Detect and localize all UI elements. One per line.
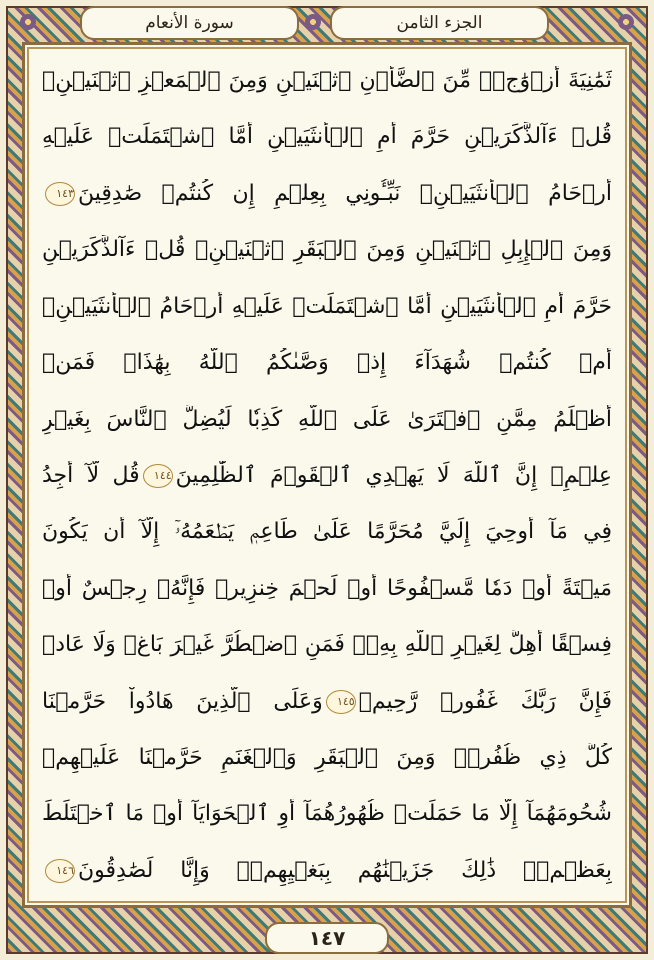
ayah-number-marker: ١٤٥ <box>326 690 356 714</box>
ayah-number-marker: ١٤٤ <box>143 464 173 488</box>
text-line: مَيۡتَةً أَوۡ دَمٗا مَّسۡفُوحًا أَوۡ لَحۡمَ خِنزِيرٖ فَإِنَّهُۥ رِجۡسٌ أَوۡ <box>42 575 612 601</box>
text-line: كُلَّ ذِي ظُفُرٖۖ وَمِنَ ٱلۡبَقَرِ وَٱلۡغَنَمِ حَرَّمۡنَا عَلَيۡهِمۡ <box>42 745 612 771</box>
ayah-number-marker: ١٤٦ <box>45 859 75 883</box>
text-line: بِعَظۡمٖۚ ذَٰلِكَ جَزَيۡنَٰهُم بِبَغۡيِهِمۡۖ وَإِنَّا لَصَٰدِقُونَ١٤٦ <box>42 856 612 886</box>
flower-ornament-icon <box>20 14 36 30</box>
text-line: أَرۡحَامُ ٱلۡأُنثَيَيۡنِۖ نَبِّـُٔونِي بِعِلۡمٍ إِن كُنتُمۡ صَٰدِقِينَ١٤٣ <box>42 179 612 209</box>
text-line: قُلۡ ءَآلذَّكَرَيۡنِ حَرَّمَ أَمِ ٱلۡأُنثَيَيۡنِ أَمَّا ٱشۡتَمَلَتۡ عَلَيۡهِ <box>42 124 612 150</box>
page-footer <box>0 922 654 952</box>
text-line: أَمۡ كُنتُمۡ شُهَدَآءَ إِذۡ وَصَّىٰكُمُ ٱللَّهُ بِهَٰذَاۚ فَمَنۡ <box>42 350 612 376</box>
flower-ornament-icon <box>618 14 634 30</box>
text-line: أَظۡلَمُ مِمَّنِ ٱفۡتَرَىٰ عَلَى ٱللَّهِ كَذِبٗا لِّيُضِلَّ ٱلنَّاسَ بِغَيۡرِ <box>42 406 612 432</box>
text-line: فَإِنَّ رَبَّكَ غَفُورٞ رَّحِيمٞ١٤٥وَعَلَى ٱلَّذِينَ هَادُواْ حَرَّمۡنَا <box>42 688 612 714</box>
quran-text <box>30 50 624 900</box>
text-line: وَمِنَ ٱلۡإِبِلِ ٱثۡنَيۡنِ وَمِنَ ٱلۡبَقَرِ ٱثۡنَيۡنِۗ قُلۡ ءَآلذَّكَرَيۡنِ <box>42 237 612 263</box>
page-header <box>0 0 654 42</box>
text-line: شُحُومَهُمَآ إِلَّا مَا حَمَلَتۡ ظُهُورُهُمَآ أَوِ ٱلۡحَوَايَآ أَوۡ مَا ٱخۡتَلَطَ <box>42 801 612 827</box>
juz-label: الجزء الثامن <box>330 6 549 40</box>
ayah-number-marker: ١٤٣ <box>45 182 75 206</box>
text-line: حَرَّمَ أَمِ ٱلۡأُنثَيَيۡنِ أَمَّا ٱشۡتَمَلَتۡ عَلَيۡهِ أَرۡحَامُ ٱلۡأُنثَيَيۡنِۖ <box>42 293 612 319</box>
text-line: فِسۡقًا أُهِلَّ لِغَيۡرِ ٱللَّهِ بِهِۦۚ فَمَنِ ٱضۡطُرَّ غَيۡرَ بَاغٖ وَلَا عَادٖ <box>42 632 612 658</box>
text-line: عِلۡمٍۚ إِنَّ ٱللَّهَ لَا يَهۡدِي ٱلۡقَوۡمَ ٱلظَّٰلِمِينَ١٤٤قُل لَّآ أَجِدُ <box>42 462 612 488</box>
surah-label: سورة الأنعام <box>80 6 299 40</box>
page-number: ١٤٧ <box>265 922 389 954</box>
flower-ornament-icon <box>305 14 321 30</box>
text-line: ثَمَٰنِيَةَ أَزۡوَٰجٖۖ مِّنَ ٱلضَّأۡنِ ٱثۡنَيۡنِ وَمِنَ ٱلۡمَعۡزِ ٱثۡنَيۡنِۗ <box>42 68 612 93</box>
text-line: فِي مَآ أُوحِيَ إِلَيَّ مُحَرَّمًا عَلَىٰ طَاعِمٖ يَطۡعَمُهُۥٓ إِلَّآ أَن يَكُونَ <box>42 519 612 545</box>
